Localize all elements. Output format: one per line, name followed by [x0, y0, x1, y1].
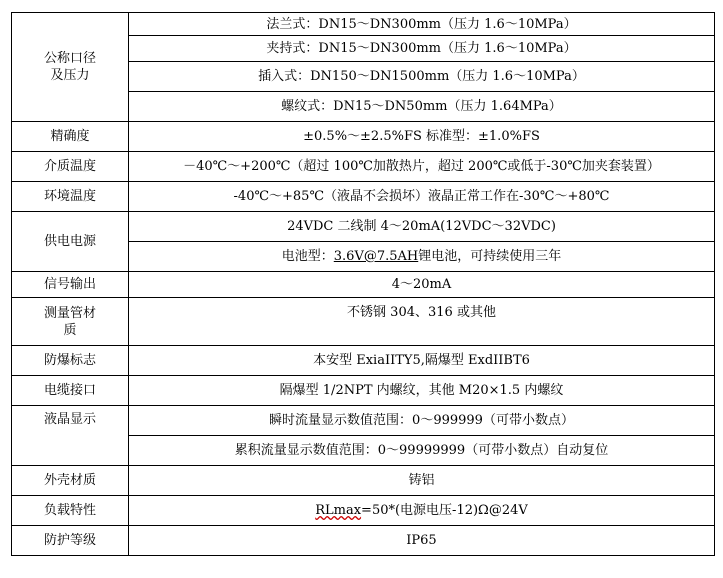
row-label-accuracy: 精确度 [12, 122, 129, 152]
value-insertion-type: 插入式：DN150～DN1500mm（压力 1.6～10MPa） [129, 62, 715, 92]
value-protection-class: IP65 [129, 526, 715, 556]
row-label-ambient-temperature: 环境温度 [12, 182, 129, 212]
value-power-battery [129, 242, 715, 272]
value-signal-output: 4～20mA [129, 272, 715, 298]
row-label-protection-class: 防护等级 [12, 526, 129, 556]
row-label-explosion-proof: 防爆标志 [12, 346, 129, 376]
spec-table [11, 12, 715, 556]
value-explosion-proof: 本安型 ExiaIITY5,隔爆型 ExdIIBT6 [129, 346, 715, 376]
battery-prefix: 电池型： [281, 249, 334, 264]
value-thread-type: 螺纹式：DN15～DN50mm（压力 1.64MPa） [129, 92, 715, 122]
row-label-signal-output: 信号输出 [12, 272, 129, 298]
value-flange-type: 法兰式：DN15～DN300mm（压力 1.6～10MPa） [129, 13, 715, 36]
battery-suffix: 锂电池，可持续使用三年 [418, 249, 562, 264]
row-label-tube-material: 测量管材质 [12, 298, 129, 346]
value-housing-material: 铸铝 [129, 466, 715, 496]
value-medium-temperature: －40℃～+200℃（超过 100℃加散热片，超过 200℃或低于-30℃加夹套装置） [129, 152, 715, 182]
value-tube-material: 不锈钢 304、316 或其他 [129, 298, 715, 346]
value-power-24vdc: 24VDC 二线制 4～20mA(12VDC～32VDC) [129, 212, 715, 242]
battery-spec: 3.6V@7.5AH [333, 249, 419, 264]
value-ambient-temperature: -40℃～+85℃（液晶不会损坏）液晶正常工作在-30℃～+80℃ [129, 182, 715, 212]
row-label-nominal-diameter-pressure: 公称口径及压力 [12, 13, 129, 122]
value-load-characteristic [129, 496, 715, 526]
row-label-cable-interface: 电缆接口 [12, 376, 129, 406]
row-label-power-supply: 供电电源 [12, 212, 129, 272]
value-instant-flow-range: 瞬时流量显示数值范围：0～999999（可带小数点） [129, 406, 715, 436]
load-formula: =50*(电源电压-12)Ω@24V [361, 503, 528, 518]
rlmax-term: RLmax [315, 503, 362, 518]
value-accuracy: ±0.5%～±2.5%FS 标准型：±1.0%FS [129, 122, 715, 152]
value-cable-interface: 隔爆型 1/2NPT 内螺纹，其他 M20×1.5 内螺纹 [129, 376, 715, 406]
row-label-lcd-display: 液晶显示 [12, 406, 129, 466]
row-label-housing-material: 外壳材质 [12, 466, 129, 496]
row-label-medium-temperature: 介质温度 [12, 152, 129, 182]
value-clamp-type: 夹持式：DN15～DN300mm（压力 1.6～10MPa） [129, 36, 715, 62]
row-label-load-characteristic: 负载特性 [12, 496, 129, 526]
value-total-flow-range: 累积流量显示数值范围：0～99999999（可带小数点）自动复位 [129, 436, 715, 466]
